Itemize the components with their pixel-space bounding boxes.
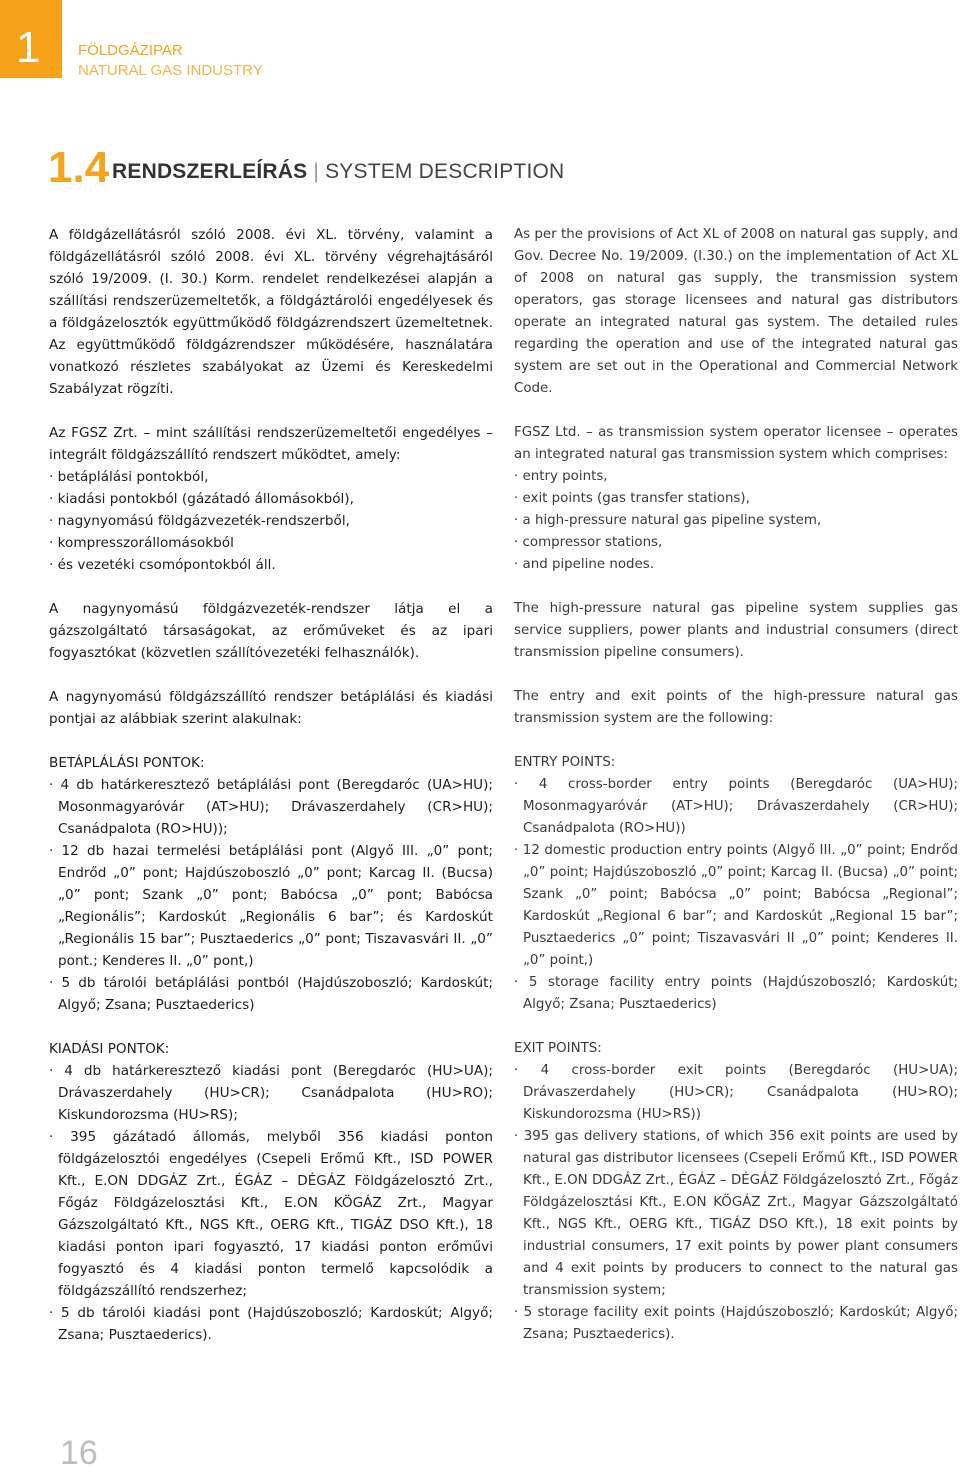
- english-column: [514, 224, 958, 1368]
- section-title-hungarian: RENDSZERLEÍRÁS: [112, 160, 308, 183]
- list-item: · 4 cross-border entry points (Beregdaróc (UA>HU); Mosonmagyaróvár (AT>HU); Drávaszerdahely (CR>HU); Csanádpalota (RO>HU)): [514, 777, 958, 836]
- list-item: · nagynyomású földgázvezeték-rendszerből,: [49, 513, 350, 529]
- en-system-components-list: [514, 466, 958, 576]
- hu-entry-points-list: [49, 774, 493, 1016]
- list-item: · compressor stations,: [514, 535, 663, 550]
- chapter-title-hungarian: FÖLDGÁZIPAR: [78, 42, 183, 59]
- hu-paragraph-legal-basis: A földgázellátásról szóló 2008. évi XL. törvény, valamint a földgázellátásról szóló 2008. évi XL. törvény végrehajtásáról szóló 19/2009. (I. 30.) Korm. rendelet rendelkezései alapján a szállítási rendszerüzemeltetők, a földgáztárolói engedélyesek és a földgázelosztók együttműködő földgázrendszert üzemeltetnek. Az együttműködő földgázrendszer működésére, használatára vonatkozó részletes szabályokat az Üzemi és Kereskedelmi Szabályzat rögzíti.: [49, 227, 493, 397]
- list-item: · 12 db hazai termelési betáplálási pont (Algyő III. „0” pont; Endrőd „0” pont; Hajdúszoboszló „0” pont; Karcag II. (Bucsa) „0” pont; Szank „0” pont; Babócsa „0” pont; Babócsa „Regionális”; Kardoskút „Regionális 6 bar”; és Kardoskút „Regionális 15 bar”; Pusztaederics „0” pont; Tiszavasvári II. „0” pont.; Kenderes II. „0” pont,): [49, 843, 493, 969]
- section-number: 1.4: [48, 143, 110, 192]
- en-paragraph-points-intro: The entry and exit points of the high-pressure natural gas transmission system are the following:: [514, 689, 958, 726]
- list-item: · kompresszorállomásokból: [49, 535, 234, 551]
- section-title-separator: |: [313, 160, 320, 183]
- en-entry-points-heading: ENTRY POINTS:: [514, 755, 616, 770]
- page-number: 16: [60, 1434, 98, 1472]
- hu-paragraph-fgsz-intro: Az FGSZ Zrt. – mint szállítási rendszerüzemeltetői engedélyes – integrált földgázszállító rendszert működtet, amely:: [49, 425, 493, 463]
- list-item: · 4 db határkeresztező kiadási pont (Beregdaróc (HU>UA); Drávaszerdahely (HU>CR); Csanádpalota (HU>RO); Kiskundorozsma (HU>RS);: [49, 1063, 493, 1123]
- list-item: · 5 db tárolói kiadási pont (Hajdúszoboszló; Kardoskút; Algyő; Zsana; Pusztaederics).: [49, 1305, 493, 1343]
- chapter-number: 1: [16, 23, 41, 72]
- en-paragraph-pipeline-supply: The high-pressure natural gas pipeline system supplies gas service suppliers, power plants and industrial consumers (direct transmission pipeline consumers).: [514, 601, 958, 660]
- list-item: · 4 cross-border exit points (Beregdaróc (HU>UA); Drávaszerdahely (HU>CR); Csanádpalota (HU>RO); Kiskundorozsma (HU>RS)): [514, 1063, 958, 1122]
- chapter-title-english: NATURAL GAS INDUSTRY: [78, 62, 263, 79]
- hu-system-components-list: [49, 466, 493, 576]
- list-item: · 395 gázátadó állomás, melyből 356 kiadási ponton földgázelosztói engedélyes (Csepeli Erőmű Kft., ISD POWER Kft., E.ON DDGÁZ Zrt., ÉGÁZ – DÉGÁZ Földgázelosztó Zrt., Főgáz Földgázelosztási Kft., E.ON KÖGÁZ Zrt., Magyar Gázszolgáltató Kft., NGS Kft., OERG Kft., TIGÁZ DSO Kft.), 18 kiadási ponton ipari fogyasztó, 17 kiadási ponton erőművi fogyasztó és 4 kiadási ponton termelő kapcsolódik a földgázszállító rendszerhez;: [49, 1129, 493, 1299]
- list-item: · 5 storage facility entry points (Hajdúszoboszló; Kardoskút; Algyő; Zsana; Pusztaederics): [514, 975, 958, 1012]
- hu-exit-points-heading: KIADÁSI PONTOK:: [49, 1041, 170, 1057]
- section-title-english: SYSTEM DESCRIPTION: [325, 160, 565, 183]
- hungarian-column: [49, 224, 493, 1368]
- en-paragraph-legal-basis: As per the provisions of Act XL of 2008 on natural gas supply, and Gov. Decree No. 19/2009. (I.30.) on the implementation of Act XL of 2008 on natural gas supply, the transmission system operators, gas storage licensees and natural gas distributors operate an integrated natural gas system. The detailed rules regarding the operation and use of the integrated natural gas system are set out in the Operational and Commercial Network Code.: [514, 227, 958, 396]
- hu-exit-points-list: [49, 1060, 493, 1346]
- en-entry-points-list: [514, 774, 958, 1016]
- list-item: · kiadási pontokból (gázátadó állomásokból),: [49, 491, 354, 507]
- en-exit-points-heading: EXIT POINTS:: [514, 1041, 602, 1056]
- list-item: · és vezetéki csomópontokból áll.: [49, 557, 276, 573]
- list-item: · 395 gas delivery stations, of which 356 exit points are used by natural gas distributor licensees (Csepeli Erőmű Kft., ISD POWER Kft., E.ON DDGÁZ Zrt., ÉGÁZ – DÉGÁZ Földgázelosztó Zrt., Főgáz Földgázelosztási Kft., E.ON KÖGÁZ Zrt., Magyar Gázszolgáltató Kft., NGS Kft., OERG Kft., TIGÁZ DSO Kft.), 18 exit points by industrial consumers, 17 exit points by power plant consumers and 4 exit points by producers to connect to the natural gas transmission system;: [514, 1129, 958, 1298]
- section-title: [112, 160, 564, 184]
- list-item: · 5 db tárolói betáplálási pontból (Hajdúszoboszló; Kardoskút; Algyő; Zsana; Pusztaederics): [49, 975, 493, 1013]
- hu-entry-points-heading: BETÁPLÁLÁSI PONTOK:: [49, 755, 205, 771]
- list-item: · a high-pressure natural gas pipeline system,: [514, 513, 822, 528]
- en-exit-points-list: [514, 1060, 958, 1346]
- list-item: · entry points,: [514, 469, 608, 484]
- chapter-number-box: [0, 0, 62, 78]
- list-item: · 4 db határkeresztező betáplálási pont (Beregdaróc (UA>HU); Mosonmagyaróvár (AT>HU); Drávaszerdahely (CR>HU); Csanádpalota (RO>HU));: [49, 777, 493, 837]
- list-item: · exit points (gas transfer stations),: [514, 491, 750, 506]
- list-item: · 12 domestic production entry points (Algyő III. „0” point; Endrőd „0” point; Hajdúszoboszló „0” point; Karcag II. (Bucsa) „0” point; Szank „0” point; Babócsa „0” point; Babócsa „Regional”; Kardoskút „Regional 6 bar”; and Kardoskút „Regional 15 bar”; Pusztaederics „0” point; Tiszavasvári II „0” point; Kenderes II. „0” point,): [514, 843, 958, 968]
- list-item: · and pipeline nodes.: [514, 557, 654, 572]
- list-item: · betáplálási pontokból,: [49, 469, 209, 485]
- list-item: · 5 storage facility exit points (Hajdúszoboszló; Kardoskút; Algyő; Zsana; Pusztaederics).: [514, 1305, 958, 1342]
- hu-paragraph-points-intro: A nagynyomású földgázszállító rendszer betáplálási és kiadási pontjai az alábbiak szerint alakulnak:: [49, 689, 493, 727]
- hu-paragraph-pipeline-supply: A nagynyomású földgázvezeték-rendszer látja el a gázszolgáltató társaságokat, az erőműveket és az ipari fogyasztókat (közvetlen szállítóvezetéki felhasználók).: [49, 601, 493, 661]
- en-paragraph-fgsz-intro: FGSZ Ltd. – as transmission system operator licensee – operates an integrated natural gas transmission system which comprises:: [514, 425, 958, 462]
